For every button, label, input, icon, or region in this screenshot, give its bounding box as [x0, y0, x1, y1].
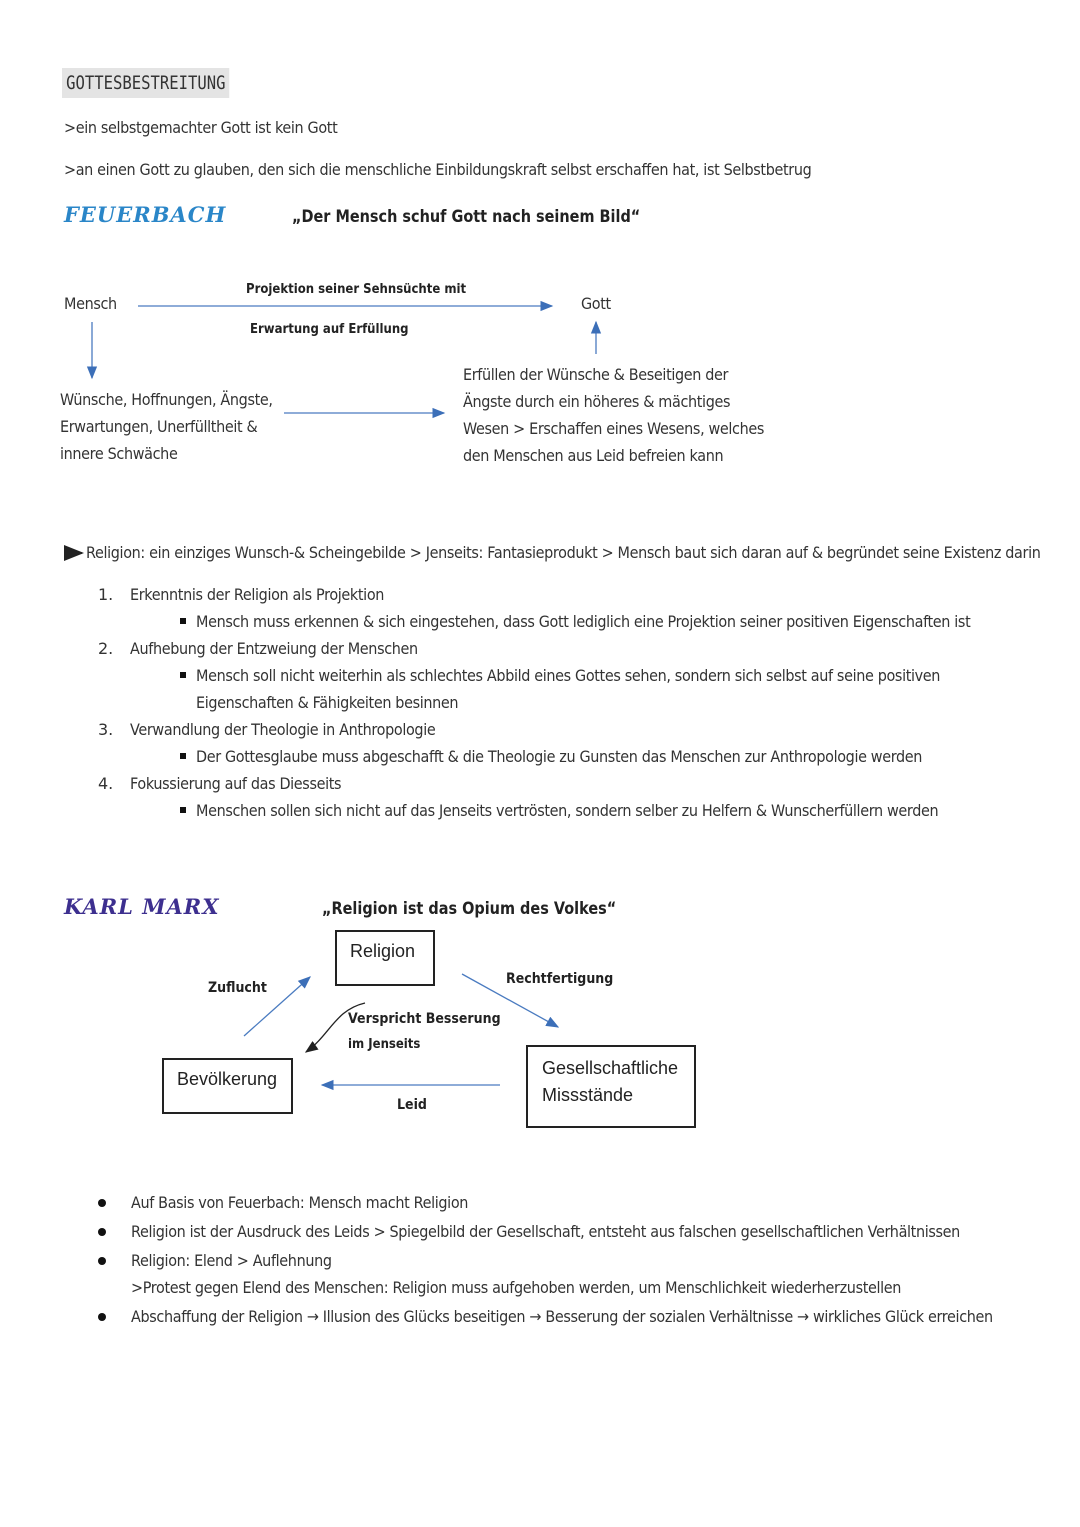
left-block-line-1: Wünsche, Hoffnungen, Ängste, — [60, 390, 273, 409]
point-2-number: 2. — [98, 639, 114, 658]
label-zuflucht: Zuflucht — [208, 980, 267, 996]
feuerbach-summary: Religion: ein einziges Wunsch-& Scheingebilde > Jenseits: Fantasieprodukt > Mensch baut sich daran auf & begründet seine Existenz darin — [86, 543, 1041, 562]
bullet-dot — [98, 1199, 106, 1207]
bullet-dot — [98, 1228, 106, 1236]
point-3-sub-1: Der Gottesglaube muss abgeschafft & die Theologie zu Gunsten das Menschen zur Anthropologie werden — [196, 747, 923, 766]
marx-quote: „Religion ist das Opium des Volkes“ — [322, 899, 617, 919]
point-1-title: Erkenntnis der Religion als Projektion — [130, 585, 385, 604]
right-block-line-2: Ängste durch ein höheres & mächtiges — [463, 392, 731, 411]
bullet-square — [180, 753, 186, 759]
arrow-label-projektion: Projektion seiner Sehnsüchte mit — [246, 282, 467, 297]
marx-bullet-4: Abschaffung der Religion → Illusion des Glücks beseitigen → Besserung der sozialen Verhältnisse → wirkliches Glück erreichen — [131, 1307, 993, 1326]
box-missstaende-line-1: Gesellschaftliche — [542, 1058, 679, 1078]
point-4-sub-1: Menschen sollen sich nicht auf das Jenseits vertrösten, sondern selber zu Helfern & Wunscherfüllern werden — [196, 801, 939, 820]
arrow-label-erwartung: Erwartung auf Erfüllung — [250, 322, 409, 337]
point-1-number: 1. — [98, 585, 114, 604]
bullet-square — [180, 807, 186, 813]
feuerbach-quote: „Der Mensch schuf Gott nach seinem Bild“ — [292, 207, 641, 227]
left-block-line-2: Erwartungen, Unerfülltheit & — [60, 417, 258, 436]
point-2-title: Aufhebung der Entzweiung der Menschen — [130, 639, 418, 658]
point-2-sub-2: Eigenschaften & Fähigkeiten besinnen — [196, 693, 459, 712]
box-missstaende — [526, 1045, 696, 1128]
marx-bullet-3: Religion: Elend > Auflehnung — [131, 1251, 332, 1270]
box-bevoelkerung-label: Bevölkerung — [177, 1069, 278, 1089]
node-gott: Gott — [581, 294, 611, 313]
label-rechtfertigung: Rechtfertigung — [506, 971, 614, 987]
box-religion — [335, 930, 435, 986]
label-leid: Leid — [397, 1097, 427, 1113]
right-block-line-3: Wesen > Erschaffen eines Wesens, welches — [463, 419, 765, 438]
point-1-sub-1: Mensch muss erkennen & sich eingestehen, dass Gott lediglich eine Projektion seiner positiven Eigenschaften ist — [196, 612, 971, 631]
box-missstaende-line-2: Missstände — [542, 1085, 634, 1105]
bullet-dot — [98, 1313, 106, 1321]
feuerbach-heading: FEUERBACH — [64, 202, 227, 227]
point-3-number: 3. — [98, 720, 114, 739]
bullet-dot — [98, 1257, 106, 1265]
point-2-sub-1: Mensch soll nicht weiterhin als schlechtes Abbild eines Gottes sehen, sondern sich selbst auf seine positiven — [196, 666, 941, 685]
point-3-title: Verwandlung der Theologie in Anthropologie — [130, 720, 436, 739]
bullet-square — [180, 618, 186, 624]
node-mensch: Mensch — [64, 294, 117, 313]
right-block-line-4: den Menschen aus Leid befreien kann — [463, 446, 724, 465]
intro-line-2: >an einen Gott zu glauben, den sich die menschliche Einbildungskraft selbst erschaffen hat, ist Selbstbetrug — [64, 160, 812, 179]
label-verspricht-1: Verspricht Besserung — [348, 1011, 501, 1027]
right-block-line-1: Erfüllen der Wünsche & Beseitigen der — [463, 365, 729, 384]
marx-heading: KARL MARX — [64, 894, 220, 919]
label-verspricht-2: im Jenseits — [348, 1037, 421, 1052]
point-4-title: Fokussierung auf das Diesseits — [130, 774, 342, 793]
marx-bullet-2: Religion ist der Ausdruck des Leids > Spiegelbild der Gesellschaft, entsteht aus falschen gesellschaftlichen Verhältnissen — [131, 1222, 960, 1241]
box-religion-label: Religion — [350, 941, 416, 961]
page-title: GOTTESBESTREITUNG — [62, 68, 230, 98]
box-bevoelkerung — [162, 1058, 293, 1114]
marx-bullet-3-cont: >Protest gegen Elend des Menschen: Religion muss aufgehoben werden, um Menschlichkeit wiederherzustellen — [131, 1278, 902, 1297]
bullet-square — [180, 672, 186, 678]
marx-bullet-1: Auf Basis von Feuerbach: Mensch macht Religion — [131, 1193, 469, 1212]
intro-line-1: >ein selbstgemachter Gott ist kein Gott — [64, 118, 338, 137]
point-4-number: 4. — [98, 774, 114, 793]
left-block-line-3: innere Schwäche — [60, 444, 178, 463]
